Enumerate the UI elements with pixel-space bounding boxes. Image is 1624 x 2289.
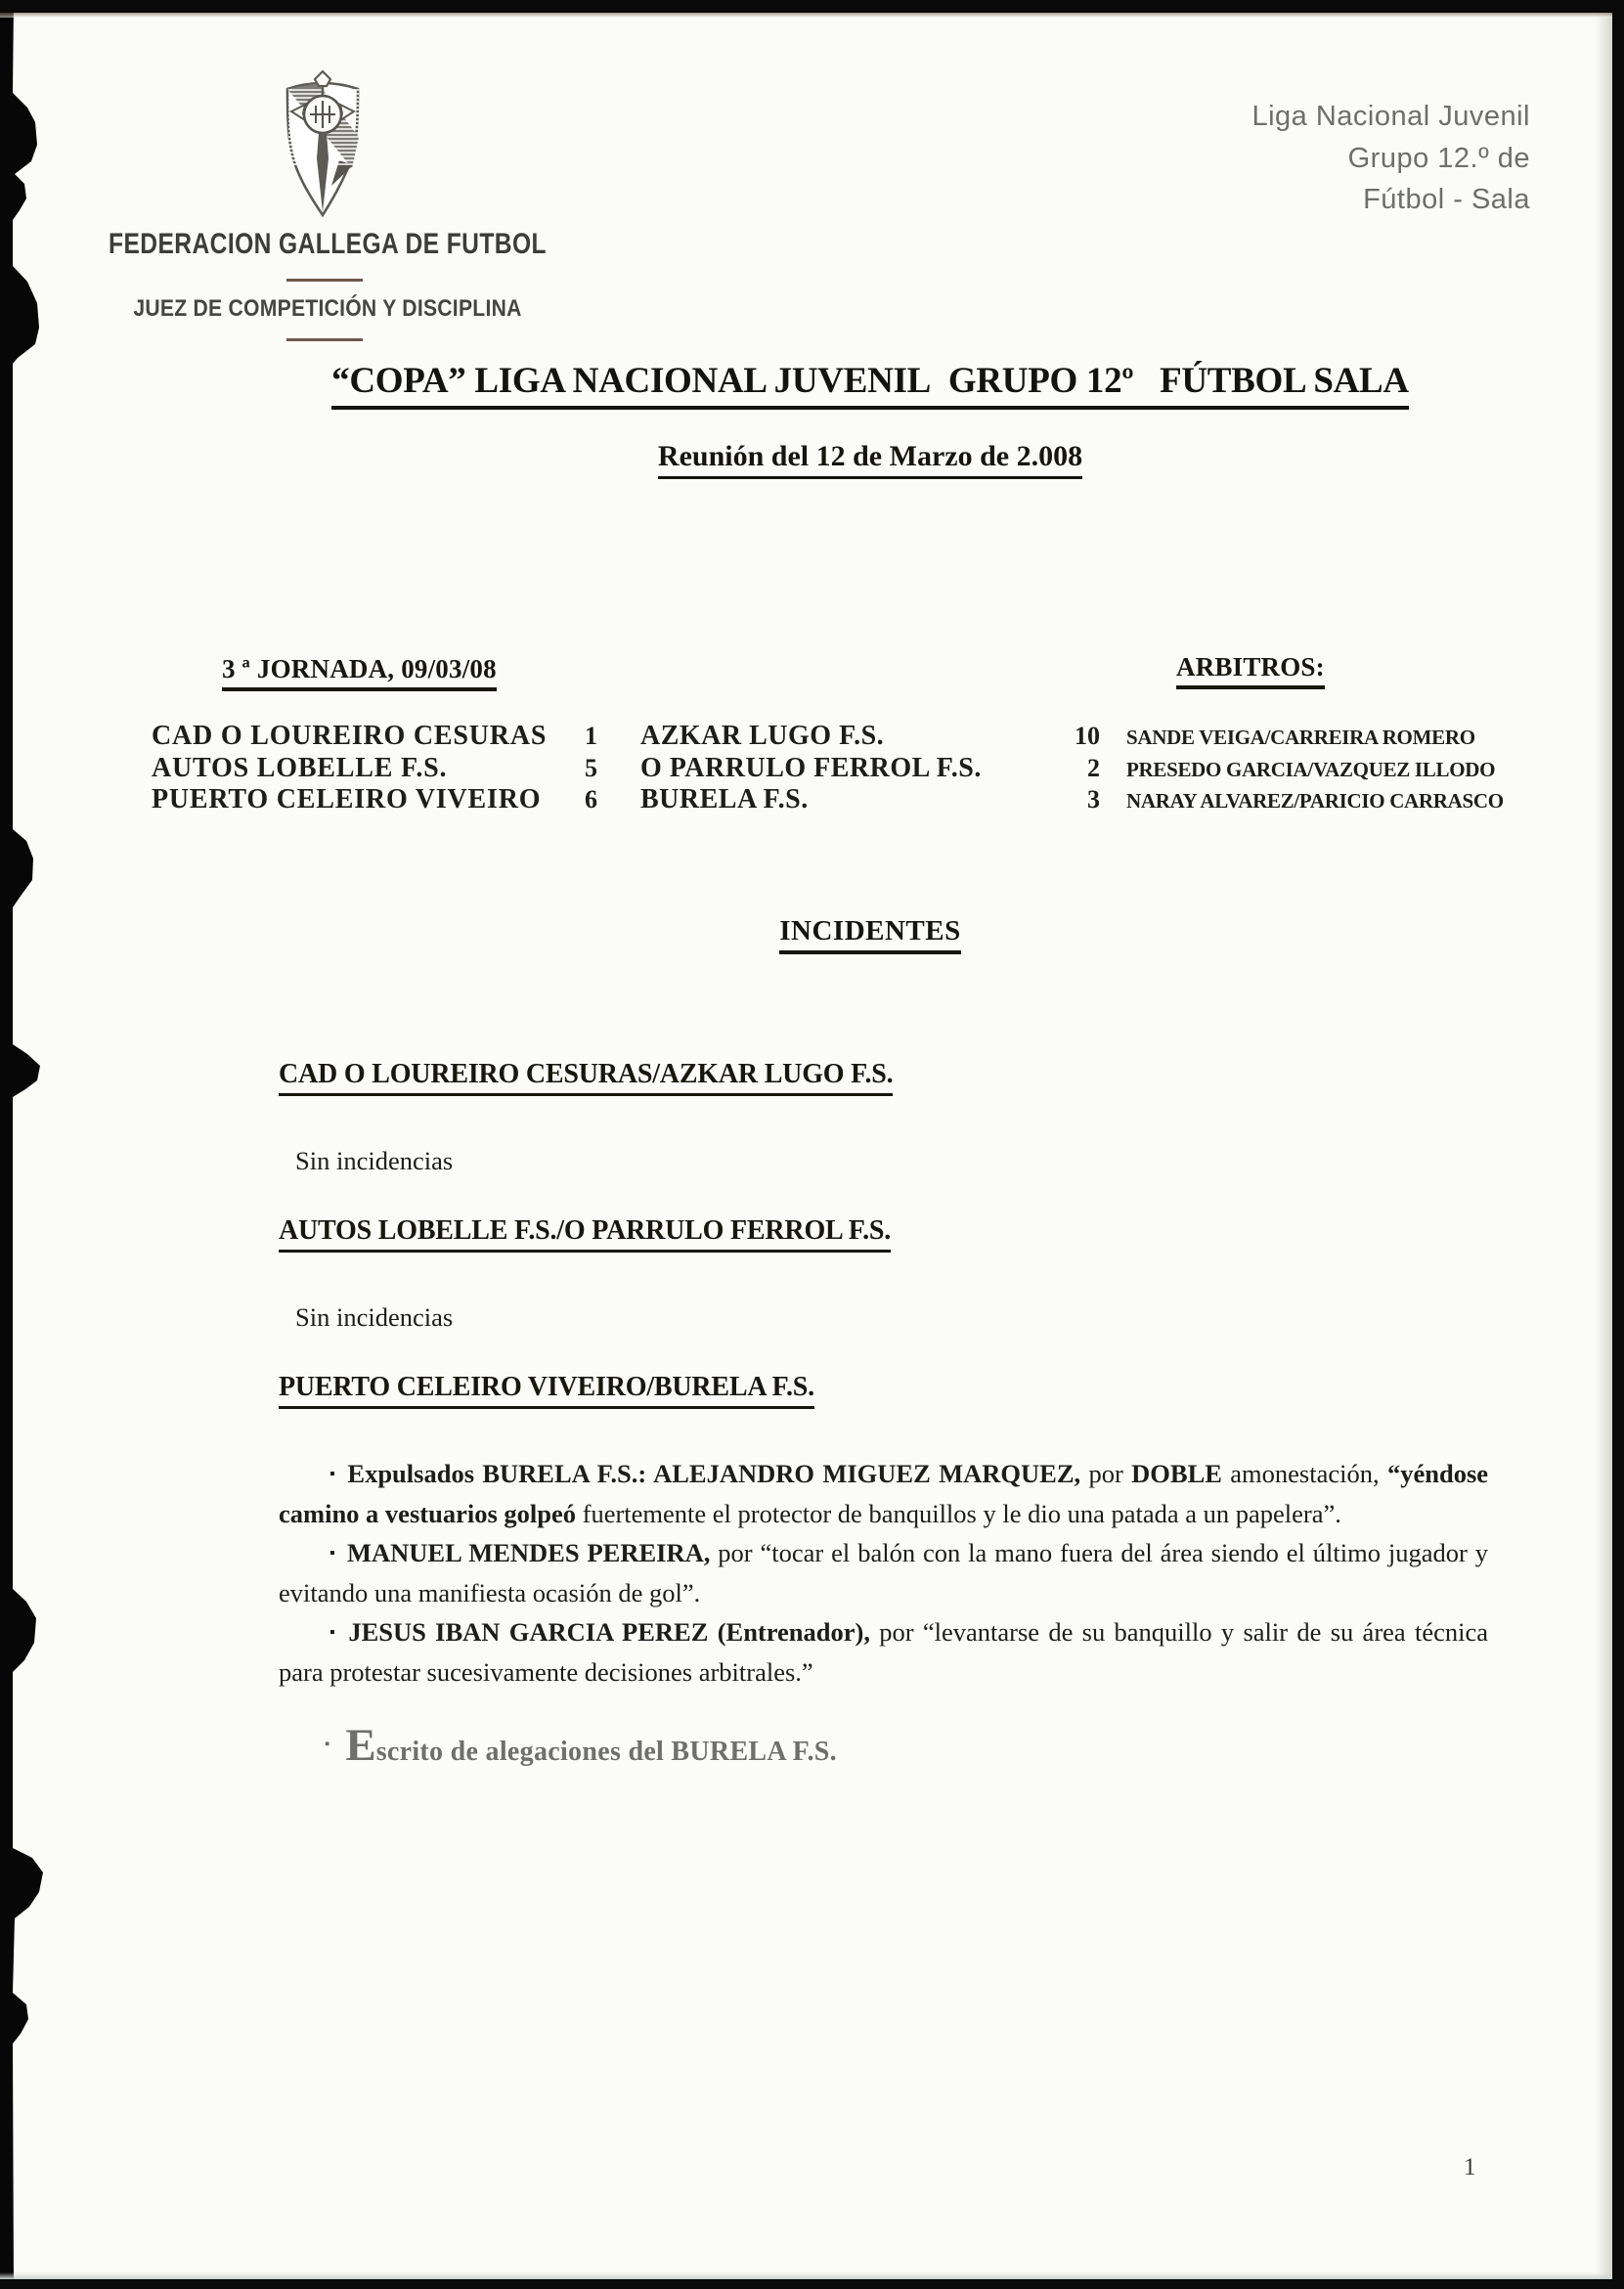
incident-section [279, 1059, 1488, 1180]
allegations-note-text: scrito de alegaciones del BURELA F.S. [375, 1737, 837, 1767]
competition-label [1251, 96, 1530, 221]
away-score: 2 [1087, 753, 1100, 782]
square-bullet-icon: ▪ [325, 1737, 330, 1752]
home-team: AUTOS LOBELLE F.S. [152, 752, 448, 783]
referees: SANDE VEIGA/CARREIRA ROMERO [1126, 726, 1475, 749]
match-result-row [152, 721, 1540, 753]
home-team: PUERTO CELEIRO VIVEIRO [152, 784, 542, 814]
home-score: 6 [585, 785, 597, 814]
incident-section [279, 1372, 1488, 1692]
letterhead-divider [286, 338, 363, 341]
away-score: 10 [1075, 722, 1100, 750]
away-team: AZKAR LUGO F.S. [640, 721, 885, 751]
away-score: 3 [1087, 785, 1100, 814]
document-title [147, 360, 1594, 410]
scan-bottom-shadow [0, 2272, 1624, 2279]
incident-paragraph: ▪ MANUEL MENDES PEREIRA, por “tocar el balón con la mano fuera del área siendo el último jugador y evitando una manifiesta ocasión de gol”. [279, 1538, 1489, 1607]
incident-match-heading: PUERTO CELEIRO VIVEIRO/BURELA F.S. [279, 1372, 1488, 1409]
scan-right-shadow [1596, 0, 1612, 2289]
incident-paragraphs [279, 1298, 1488, 1337]
incident-match-heading: AUTOS LOBELLE F.S./O PARRULO FERROL F.S. [279, 1215, 1488, 1253]
home-team: CAD O LOUREIRO CESURAS [152, 721, 548, 751]
incident-paragraph: Sin incidencias [295, 1302, 454, 1332]
incident-paragraphs [279, 1141, 1488, 1180]
org-name: FEDERACION GALLEGA DE FUTBOL [109, 228, 547, 260]
square-bullet-icon: ▪ [329, 1624, 338, 1641]
incident-section [279, 1215, 1488, 1337]
department-name: JUEZ DE COMPETICIÓN Y DISCIPLINA [133, 295, 522, 322]
competition-line: Grupo 12.º de [1347, 142, 1530, 174]
incident-sections [279, 1059, 1488, 1727]
scan-border-right [1612, 0, 1624, 2289]
incidentes-heading: INCIDENTES [147, 915, 1594, 954]
square-bullet-icon: ▪ [329, 1466, 337, 1482]
home-score: 1 [585, 722, 597, 750]
federation-crest-icon [272, 68, 372, 225]
away-team: O PARRULO FERROL F.S. [640, 752, 982, 783]
page-number: 1 [1464, 2154, 1476, 2180]
jornada-heading: 3 ª JORNADA, 09/03/08 [222, 654, 497, 691]
scan-torn-left-edge [0, 0, 49, 2289]
allegations-note-initial: E [345, 1720, 376, 1771]
away-team: BURELA F.S. [640, 784, 809, 814]
match-result-row [152, 753, 1540, 785]
letterhead-divider [286, 279, 363, 282]
referees: NARAY ALVAREZ/PARICIO CARRASCO [1126, 789, 1504, 813]
incident-paragraphs [279, 1454, 1488, 1692]
incident-paragraph: ▪ Expulsados BURELA F.S.: ALEJANDRO MIGUEZ MARQUEZ, por DOBLE amonestación, “yéndose camino a vestuarios golpeó fuertemente el protector de banquillos y le dio una patada a un papelera”. [279, 1459, 1489, 1528]
scan-border-bottom [0, 2279, 1624, 2289]
square-bullet-icon: ▪ [329, 1545, 336, 1562]
competition-line: Fútbol - Sala [1363, 184, 1530, 215]
document-title-text: “COPA” LIGA NACIONAL JUVENIL GRUPO 12º FÚTBOL SALA [331, 360, 1409, 410]
match-result-row [152, 784, 1540, 816]
scan-border-top [0, 0, 1624, 13]
incident-match-heading: CAD O LOUREIRO CESURAS/AZKAR LUGO F.S. [279, 1059, 1488, 1096]
incident-paragraph: ▪ JESUS IBAN GARCIA PEREZ (Entrenador), por “levantarse de su banquillo y salir de su área técnica para protestar sucesivamente decisiones arbitrales.” [279, 1617, 1488, 1687]
arbitros-heading: ARBITROS: [1176, 652, 1325, 689]
allegations-note [325, 1719, 837, 1772]
document-subtitle [147, 440, 1594, 479]
competition-line: Liga Nacional Juvenil [1251, 101, 1530, 132]
home-score: 5 [585, 753, 597, 782]
match-results [152, 721, 1540, 816]
incident-paragraph: Sin incidencias [295, 1146, 454, 1175]
referees: PRESEDO GARCIA/VAZQUEZ ILLODO [1126, 757, 1496, 781]
scan-top-shadow [0, 13, 1624, 18]
document-subtitle-text: Reunión del 12 de Marzo de 2.008 [658, 440, 1082, 479]
